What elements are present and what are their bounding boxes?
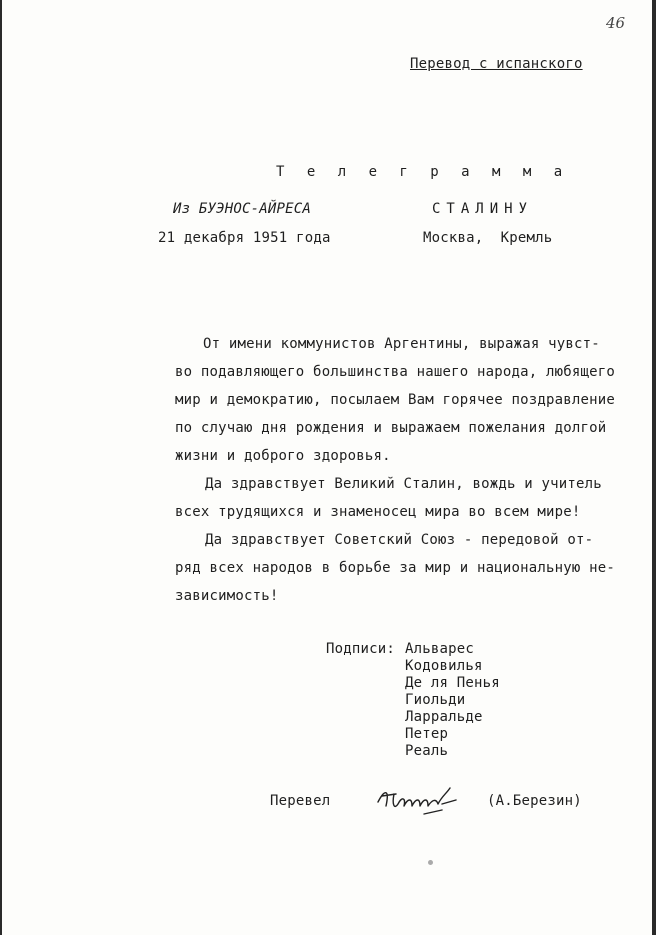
handwritten-page-number: 46 <box>606 14 626 32</box>
signatory-name: Де ля Пенья <box>405 675 500 691</box>
telegram-date: 21 декабря 1951 года <box>158 230 331 246</box>
scan-edge-right <box>652 0 656 935</box>
body-line: по случаю дня рождения и выражаем пожелания долгой <box>175 420 607 436</box>
signatory-name: Ларральде <box>405 709 483 725</box>
body-line: ряд всех народов в борьбе за мир и национальную не- <box>175 560 616 576</box>
body-line: всех трудящихся и знаменосец мира во всем мире! <box>175 504 581 520</box>
signatures-label: Подписи: <box>326 641 396 657</box>
handwritten-signature <box>372 780 472 824</box>
translator-name: (А.Березин) <box>487 793 582 809</box>
body-line: зависимость! <box>175 588 279 604</box>
signatory-name: Петер <box>405 726 449 742</box>
body-line: Да здравствует Советский Союз - передовой от- <box>205 532 594 548</box>
body-line: мир и демократию, посылаем Вам горячее поздравление <box>175 392 616 408</box>
telegram-destination: Москва, Кремль <box>423 230 553 246</box>
translator-label: Перевел <box>270 793 331 809</box>
signatory-name: Реаль <box>405 743 449 759</box>
body-line: От имени коммунистов Аргентины, выражая чувст- <box>203 336 600 352</box>
translation-note: Перевод с испанского <box>410 56 583 72</box>
telegram-from-city: Из БУЭНОС-АЙРЕСА <box>173 201 312 217</box>
body-line: Да здравствует Великий Сталин, вождь и учитель <box>205 476 602 492</box>
telegram-recipient: СТАЛИНУ <box>432 201 534 217</box>
scan-speck <box>428 860 433 865</box>
scan-edge-left <box>0 0 2 935</box>
signatory-name: Альварес <box>405 641 475 657</box>
body-line: жизни и доброго здоровья. <box>175 448 391 464</box>
telegram-title: Т е л е г р а м м а <box>276 164 570 180</box>
body-line: во подавляющего большинства нашего народа, любящего <box>175 364 616 380</box>
signatory-name: Гиольди <box>405 692 466 708</box>
signatory-name: Кодовилья <box>405 658 483 674</box>
